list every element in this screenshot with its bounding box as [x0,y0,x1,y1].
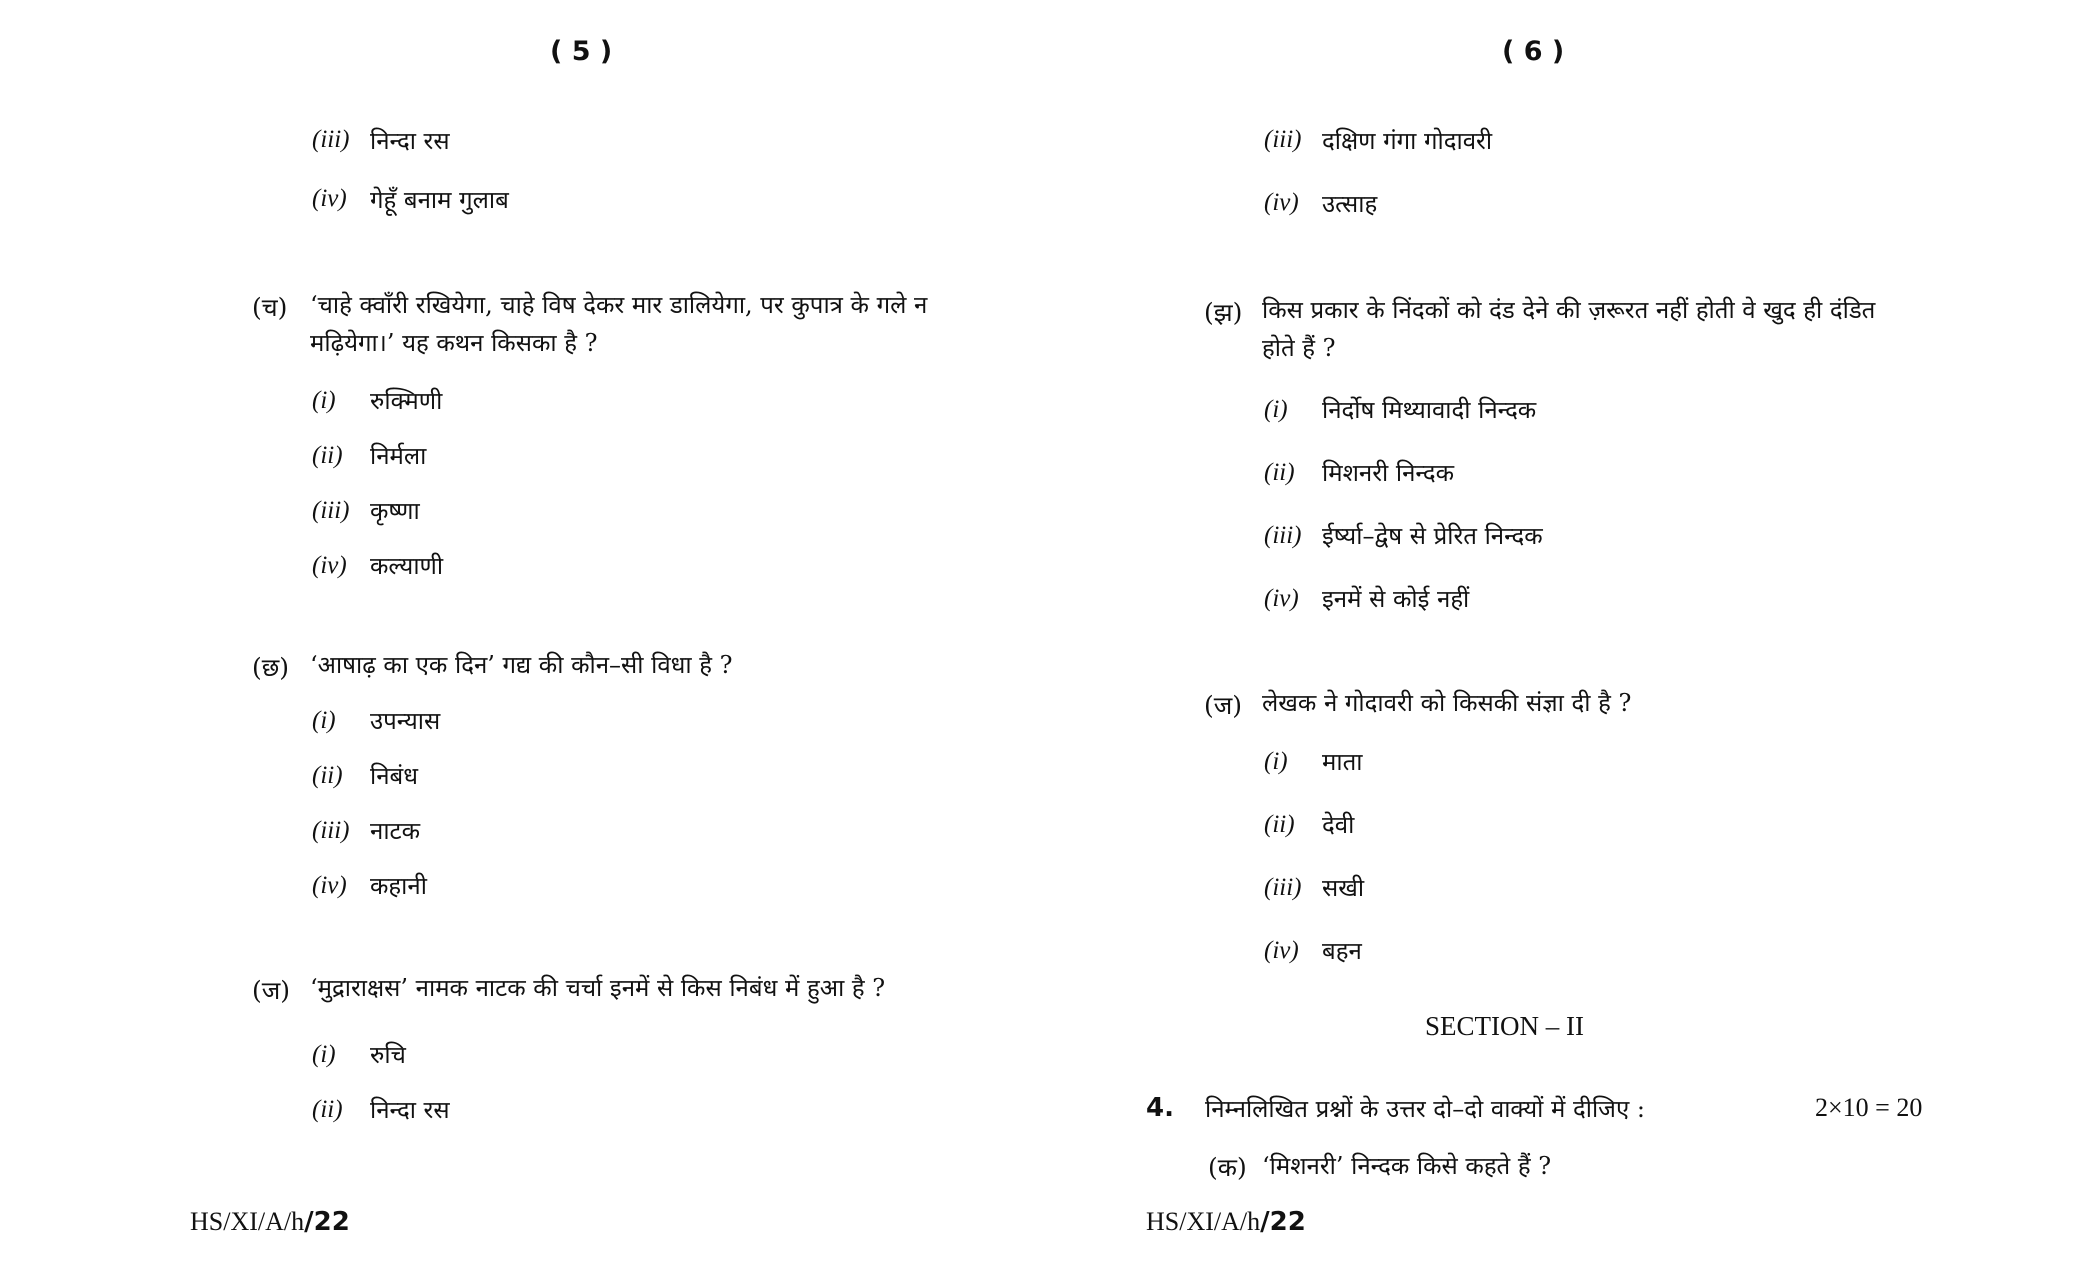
footer-year: /22 [1260,1207,1306,1237]
question-label: (छ) [252,653,290,682]
option-text: इनमें से कोई नहीं [1322,585,1470,613]
option-number: (iii) [312,497,350,524]
option-text: उपन्यास [370,707,441,735]
question-text: निम्नलिखित प्रश्नों के उत्तर दो–दो वाक्यों में दीजिए : [1205,1095,1645,1123]
question-label: (झ) [1204,298,1243,327]
question-number: 4. [1146,1093,1174,1123]
option-number: (iv) [312,185,347,212]
option-number: (i) [312,387,336,414]
footer-code: HS/XI/A/h [190,1207,305,1236]
question-label: (ज) [252,976,291,1005]
option-number: (ii) [1264,811,1295,838]
option-number: (iii) [1264,126,1302,153]
marks: 2×10 = 20 [1815,1093,1923,1122]
option-text: उत्साह [1322,190,1378,218]
option-number: (i) [1264,748,1288,775]
option-number: (iv) [1264,585,1299,612]
option-number: (iv) [312,552,347,579]
option-text: कृष्णा [370,497,420,525]
question-label: (च) [252,293,288,322]
option-text: देवी [1322,811,1355,839]
question-text: ‘मुद्राराक्षस’ नामक नाटक की चर्चा इनमें से किस निबंध में हुआ है ? [310,974,886,1002]
option-number: (ii) [312,1096,343,1123]
option-text: नाटक [370,817,421,845]
option-text: ईर्ष्या–द्वेष से प्रेरित निन्दक [1322,522,1543,550]
question-text: ‘आषाढ़ का एक दिन’ गद्य की कौन–सी विधा है ? [310,651,733,679]
question-label: (ज) [1204,691,1243,720]
option-number: (iv) [1264,189,1299,216]
option-number: (iv) [312,872,347,899]
option-number: (i) [312,1041,336,1068]
option-text: रुक्मिणी [370,387,443,415]
option-number: (i) [1264,396,1288,423]
option-text: गेहूँ बनाम गुलाब [370,186,509,214]
option-number: (iii) [312,817,350,844]
option-text: माता [1322,748,1363,776]
page-number: ( 6 ) [1502,36,1565,67]
option-text: निबंध [370,762,418,790]
option-number: (i) [312,707,336,734]
option-number: (iv) [1264,937,1299,964]
option-number: (iii) [312,126,350,153]
option-number: (ii) [312,762,343,789]
option-text: सखी [1322,874,1365,902]
footer-code: HS/XI/A/h [1146,1207,1261,1236]
option-text: निर्दोष मिथ्यावादी निन्दक [1322,396,1537,424]
option-number: (ii) [312,442,343,469]
option-text: मिशनरी निन्दक [1322,459,1454,487]
question-text: लेखक ने गोदावरी को किसकी संज्ञा दी है ? [1262,689,1632,717]
section-heading: SECTION – II [1425,1011,1584,1041]
option-number: (iii) [1264,874,1302,901]
option-text: कल्याणी [370,552,444,580]
question-text: किस प्रकार के निंदकों को दंड देने की ज़रूरत नहीं होती वे खुद ही दंडित होते हैं ? [1262,296,1876,362]
option-number: (iii) [1264,522,1302,549]
option-text: दक्षिण गंगा गोदावरी [1322,127,1493,155]
option-text: कहानी [370,872,427,900]
question-text: ‘चाहे क्वाँरी रखियेगा, चाहे विष देकर मार डालियेगा, पर कुपात्र के गले न मढ़ियेगा।’ यह कथन किसका है ? [310,291,928,357]
page-number: ( 5 ) [550,36,613,67]
option-text: निन्दा रस [370,1096,450,1124]
subquestion-text: ‘मिशनरी’ निन्दक किसे कहते हैं ? [1262,1152,1552,1180]
option-text: बहन [1322,937,1362,965]
subquestion-label: (क) [1208,1153,1247,1182]
option-text: निर्मला [370,442,427,470]
option-text: निन्दा रस [370,127,450,155]
option-number: (ii) [1264,459,1295,486]
option-text: रुचि [370,1041,406,1069]
footer-year: /22 [304,1207,350,1237]
page-footer [1146,1207,1306,1237]
page-footer [190,1207,350,1237]
page-right [1050,0,2100,1275]
